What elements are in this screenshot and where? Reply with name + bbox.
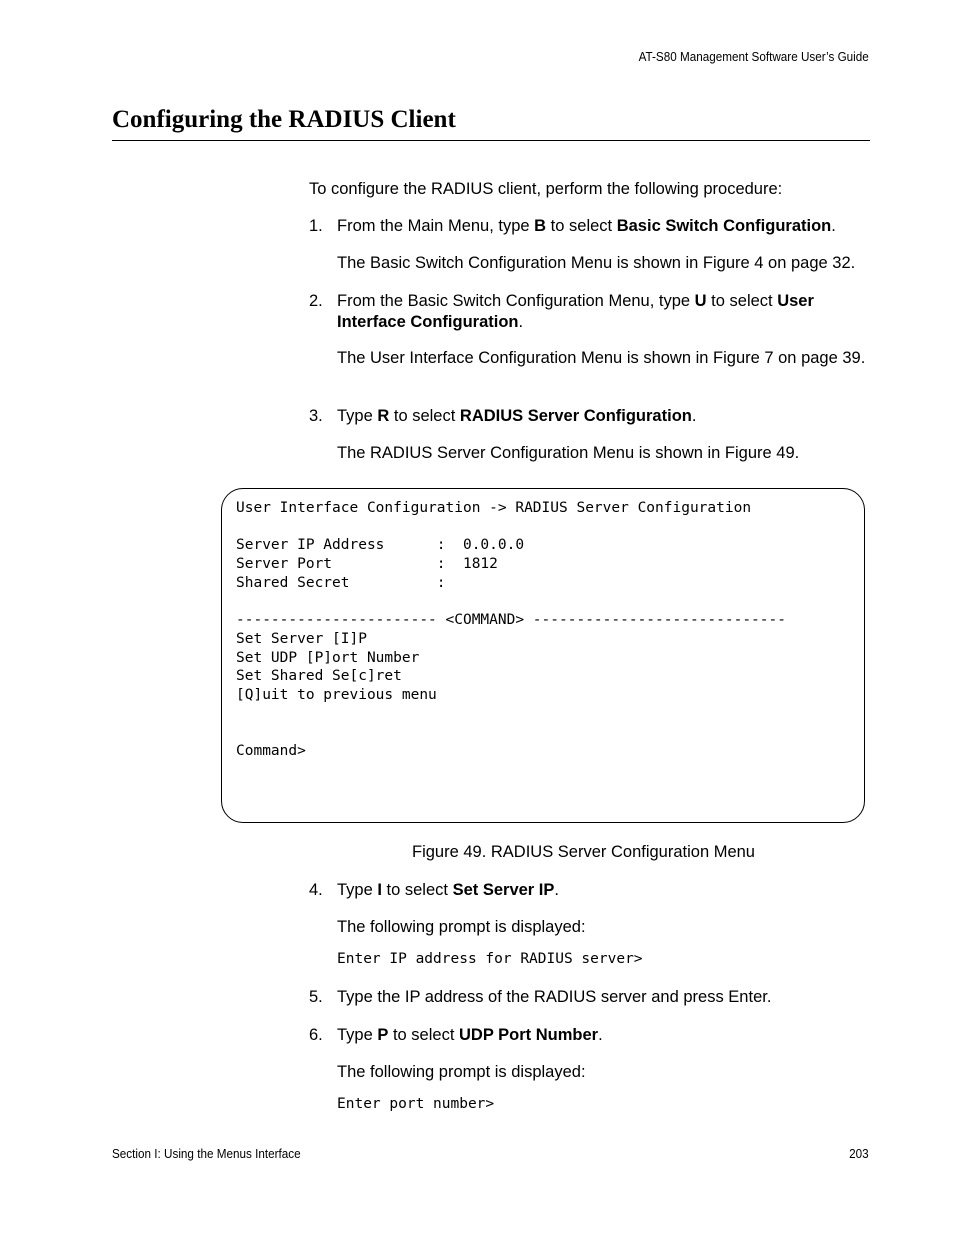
step-number: 2.	[309, 292, 323, 310]
step-text: Type R to select RADIUS Server Configuration.	[337, 407, 697, 425]
step-text: Type the IP address of the RADIUS server and press Enter.	[337, 988, 772, 1006]
step-3-note: The RADIUS Server Configuration Menu is shown in Figure 49.	[337, 444, 800, 462]
step-2-note: The User Interface Configuration Menu is shown in Figure 7 on page 39.	[337, 349, 866, 367]
screen-option-quit: [Q]uit to previous menu	[236, 687, 437, 703]
step-6-prompt: Enter port number>	[337, 1096, 495, 1112]
intro-paragraph: To configure the RADIUS client, perform the following procedure:	[309, 180, 783, 198]
screen-title-line: User Interface Configuration -> RADIUS Server Configuration	[236, 500, 752, 516]
screen-line-server-ip: Server IP Address : 0.0.0.0	[236, 537, 525, 553]
step-1-note: The Basic Switch Configuration Menu is shown in Figure 4 on page 32.	[337, 254, 856, 272]
step-number: 6.	[309, 1026, 323, 1044]
footer-section: Section I: Using the Menus Interface	[112, 1146, 301, 1161]
screen-line-server-port: Server Port : 1812	[236, 556, 498, 572]
screen-option-set-udp-port: Set UDP [P]ort Number	[236, 650, 420, 666]
step-number: 3.	[309, 407, 323, 425]
step-number: 1.	[309, 217, 323, 235]
step-6-note: The following prompt is displayed:	[337, 1063, 586, 1081]
step-text: Type I to select Set Server IP.	[337, 881, 559, 899]
step-text: Type P to select UDP Port Number.	[337, 1026, 603, 1044]
section-title: Configuring the RADIUS Client	[112, 106, 456, 133]
step-4-prompt: Enter IP address for RADIUS server>	[337, 951, 643, 967]
screen-option-set-server-ip: Set Server [I]P	[236, 631, 367, 647]
step-number: 5.	[309, 988, 323, 1006]
step-text: From the Main Menu, type B to select Basic Switch Configuration.	[337, 217, 836, 235]
screen-command-prompt: Command>	[236, 743, 306, 759]
screen-command-divider: ----------------------- <COMMAND> -----------------------------	[236, 612, 786, 628]
figure-caption: Figure 49. RADIUS Server Configuration Menu	[412, 843, 755, 861]
step-text: From the Basic Switch Configuration Menu, type U to select User Interface Configuration.	[337, 292, 814, 331]
running-header: AT-S80 Management Software User’s Guide	[638, 49, 869, 64]
footer-page-number: 203	[849, 1146, 869, 1161]
step-4-note: The following prompt is displayed:	[337, 918, 586, 936]
step-number: 4.	[309, 881, 323, 899]
screen-line-shared-secret: Shared Secret :	[236, 575, 446, 591]
title-rule	[112, 140, 870, 141]
screen-option-set-shared-secret: Set Shared Se[c]ret	[236, 668, 402, 684]
